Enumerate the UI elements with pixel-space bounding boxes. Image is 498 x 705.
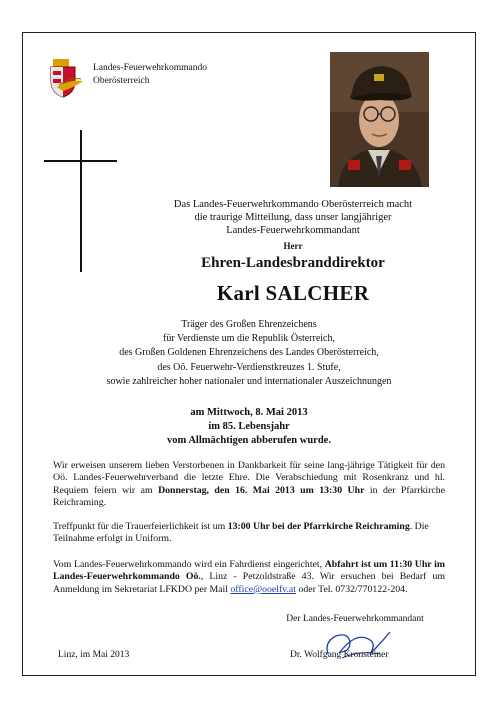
organization-name	[93, 62, 207, 88]
honor-line: des Großen Goldenen Ehrenzeichens des Landes Oberösterreich,	[119, 347, 379, 359]
intro-line-3: Landes-Feuerwehrkommandant	[226, 225, 360, 236]
funeral-date: Donnerstag, den 16. Mai 2013 um 13:30 Uhr	[158, 484, 365, 496]
funeral-text: Wir erweisen unserem lieben Verstorbenen in Dankbarkeit für seine lang-jährige Tätigkeit für den Oö. Landes-Feuerwehrverband die letzte Ehre. Die Verabschiedung mit Rosenkranz und hl. Requiem feiern wir am	[53, 460, 445, 496]
memorial-cross-vertical	[80, 130, 82, 272]
death-notice	[40, 406, 458, 448]
death-age: im 85. Lebensjahr	[208, 421, 290, 432]
transport-address: , Linz - Petzoldstraße 43. Wir ersuchen bei Bedarf um Anmeldung im Sekretariat LFKDO per Mail	[53, 571, 445, 595]
meeting-paragraph	[53, 521, 445, 546]
org-line-1: Landes-Feuerwehrkommando	[93, 63, 207, 73]
signatory-name: Dr. Wolfgang Kronsteiner	[290, 650, 389, 660]
meeting-dress-code: . Die Teilnahme erfolgt in Uniform.	[53, 521, 429, 545]
death-date: am Mittwoch, 8. Mai 2013	[190, 407, 308, 418]
memorial-cross-horizontal	[44, 160, 117, 162]
meeting-time-place: 13:00 Uhr bei der Pfarrkirche Reichraming	[227, 521, 410, 532]
honors-list	[40, 318, 458, 389]
salutation: Herr	[283, 241, 303, 251]
meeting-text: Treffpunkt für die Trauerfeierlichkeit ist um	[53, 521, 228, 532]
org-line-2: Oberösterreich	[93, 76, 150, 86]
signatory-title: Der Landes-Feuerwehrkommandant	[286, 614, 424, 624]
intro-line-2: die traurige Mitteilung, dass unser langjähriger	[194, 212, 392, 223]
intro-line-1: Das Landes-Feuerwehrkommando Oberösterreich macht	[173, 199, 413, 210]
portrait-photo	[330, 52, 429, 187]
transport-text: Vom Landes-Feuerwehrkommando wird ein Fahrdienst eingerichtet,	[53, 559, 325, 570]
honor-line: für Verdienste um die Republik Österreich,	[163, 333, 335, 345]
transport-phone: oder Tel. 0732/770122-204.	[296, 583, 408, 595]
honor-line: sowie zahlreicher hoher nationaler und internationaler Auszeichnungen	[106, 375, 392, 387]
death-phrase: vom Allmächtigen abberufen wurde.	[167, 435, 331, 446]
place-and-date: Linz, im Mai 2013	[58, 650, 130, 660]
funeral-location: in der Pfarrkirche Reichraming.	[53, 484, 445, 509]
transport-paragraph	[53, 559, 445, 596]
email-link[interactable]: office@ooelfv.at	[230, 583, 297, 595]
honor-line: des Oö. Feuerwehr-Verdienstkreuzes 1. Stufe,	[157, 361, 341, 373]
announcement-intro	[110, 198, 476, 237]
fire-brigade-crest-icon	[45, 57, 85, 99]
deceased-rank: Ehren-Landesbranddirektor	[201, 255, 385, 271]
funeral-paragraph	[53, 460, 445, 510]
deceased-name: Karl SALCHER	[216, 281, 370, 305]
honor-line: Träger des Großen Ehrenzeichens	[181, 319, 317, 330]
departure-info: Abfahrt ist um 11:30 Uhr im Landes-Feuerwehrkommando Oö.	[53, 559, 445, 583]
